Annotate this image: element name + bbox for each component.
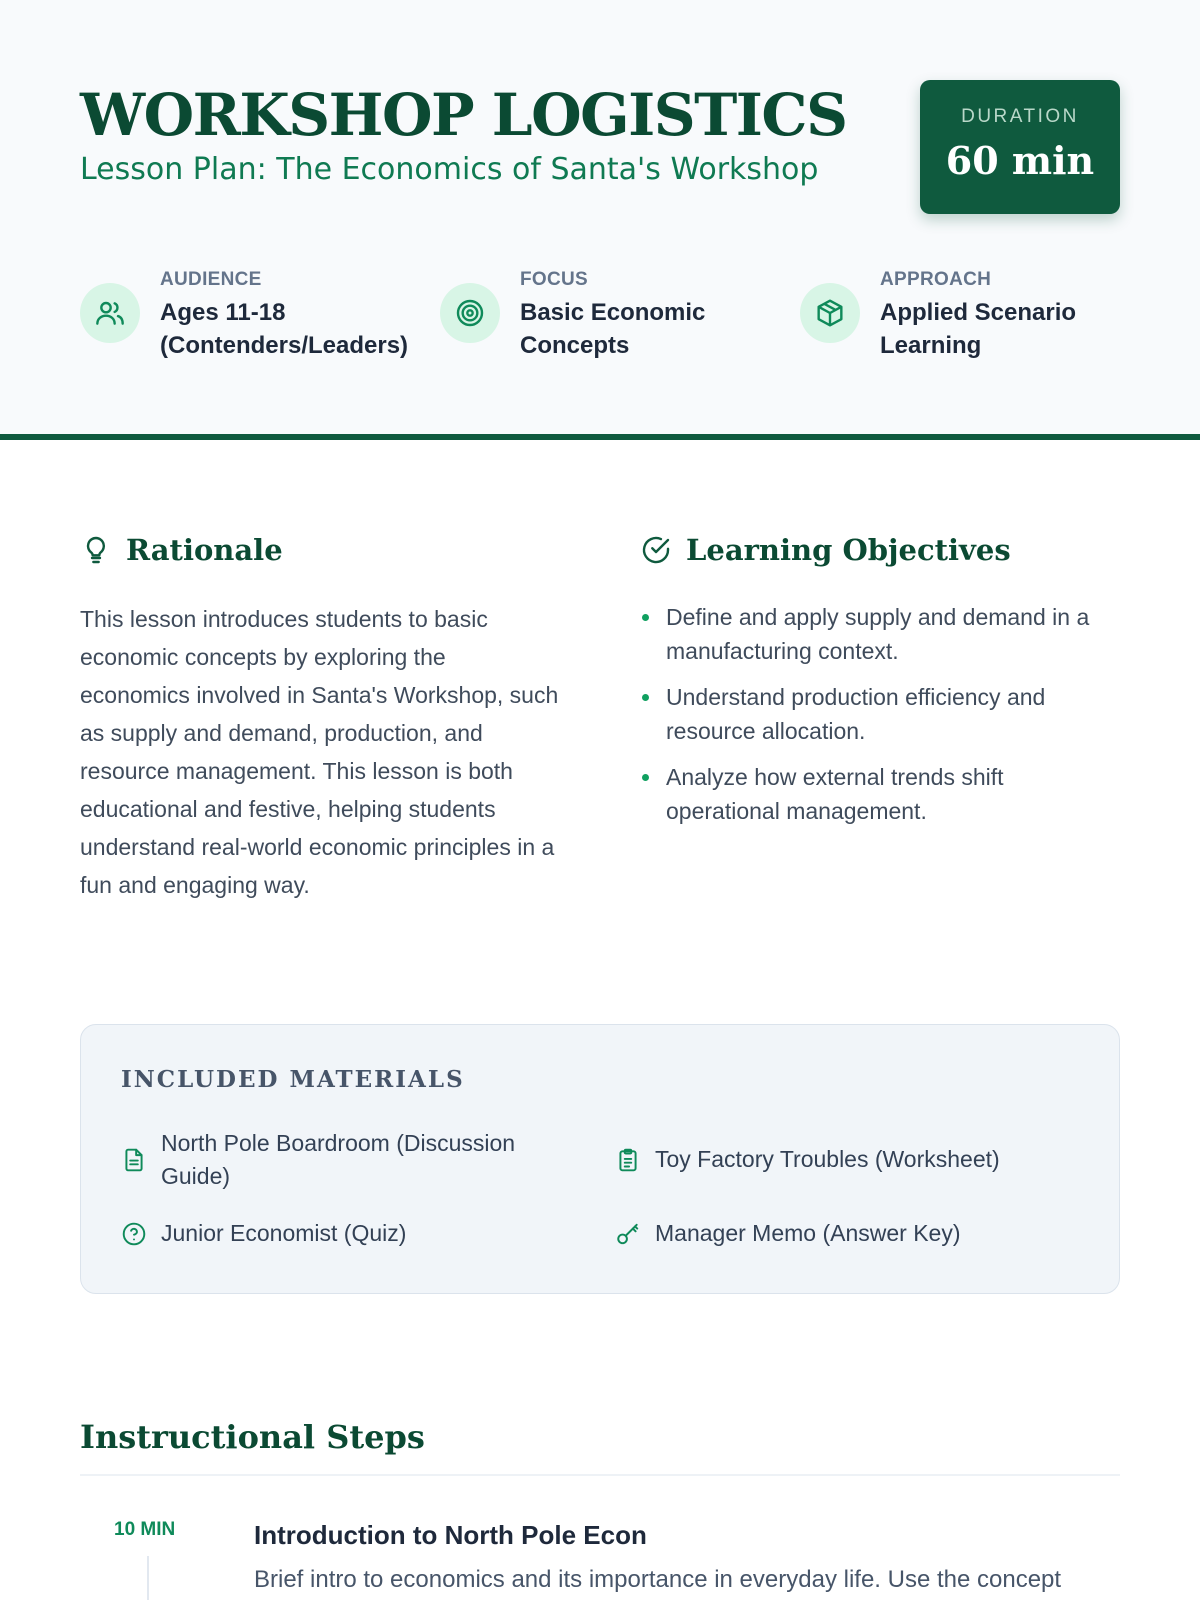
- page-subtitle: Lesson Plan: The Economics of Santa's Workshop: [80, 152, 819, 187]
- material-item: [615, 1143, 1095, 1176]
- check-circle-icon: [640, 534, 672, 566]
- material-label: Manager Memo (Answer Key): [655, 1220, 961, 1246]
- help-circle-icon: [121, 1221, 147, 1247]
- list-item: Understand production efficiency and resource allocation.: [640, 680, 1120, 748]
- rationale-text: This lesson introduces students to basic economic concepts by exploring the economics involved in Santa's Workshop, such as supply and demand, production, and resource management. This lesson is both educational and festive, helping students understand real-world economic principles in a fun and engaging way.: [80, 606, 559, 898]
- step-title: Introduction to North Pole Econ: [254, 1520, 647, 1550]
- rationale-heading: [80, 530, 283, 570]
- duration-label: DURATION: [961, 106, 1079, 127]
- material-item: [121, 1127, 561, 1193]
- divider: [80, 1474, 1120, 1476]
- rationale-title: Rationale: [126, 533, 283, 567]
- objectives-list: [640, 600, 1120, 840]
- objectives-heading: [640, 530, 1011, 570]
- users-icon: [80, 283, 140, 343]
- step-time: 10 MIN: [114, 1519, 176, 1540]
- meta-value: Applied Scenario Learning: [880, 299, 1077, 359]
- package-icon: [800, 283, 860, 343]
- lightbulb-icon: [80, 534, 112, 566]
- document-icon: [121, 1147, 147, 1173]
- meta-label: APPROACH: [880, 269, 992, 290]
- materials-title: INCLUDED MATERIALS: [121, 1066, 465, 1093]
- timeline-line: [147, 1556, 149, 1600]
- key-icon: [615, 1221, 641, 1247]
- meta-label: AUDIENCE: [160, 269, 262, 290]
- material-label: North Pole Boardroom (Discussion Guide): [161, 1130, 516, 1189]
- steps-title: Instructional Steps: [80, 1418, 425, 1456]
- materials-panel: [80, 1024, 1120, 1294]
- target-icon: [440, 283, 500, 343]
- clipboard-icon: [615, 1147, 641, 1173]
- meta-label: FOCUS: [520, 269, 588, 290]
- meta-value: Basic Economic Concepts: [520, 299, 706, 359]
- objectives-title: Learning Objectives: [686, 533, 1011, 567]
- material-label: Toy Factory Troubles (Worksheet): [655, 1146, 1000, 1172]
- list-item: Define and apply supply and demand in a manufacturing context.: [640, 600, 1120, 668]
- material-label: Junior Economist (Quiz): [161, 1220, 407, 1246]
- duration-value: 60 min: [945, 138, 1095, 183]
- list-item: Analyze how external trends shift operational management.: [640, 760, 1120, 828]
- step-description: Brief intro to economics and its importance in everyday life. Use the concept: [254, 1566, 1062, 1593]
- meta-value: Ages 11-18 (Contenders/Leaders): [160, 299, 409, 359]
- duration-badge: [920, 80, 1120, 214]
- page-title: WORKSHOP LOGISTICS: [80, 81, 847, 149]
- material-item: [615, 1217, 1095, 1250]
- material-item: [121, 1217, 561, 1250]
- header: [0, 0, 1200, 440]
